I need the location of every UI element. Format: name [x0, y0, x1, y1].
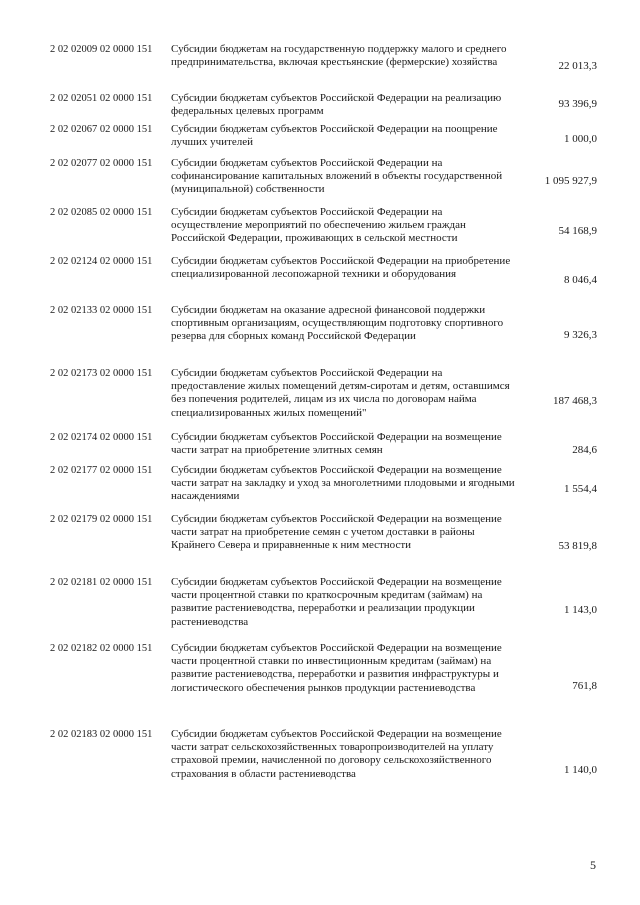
row-amount: 53 819,8: [558, 540, 597, 552]
page-number: 5: [590, 858, 596, 872]
budget-code: 2 02 02077 02 0000 151: [50, 158, 153, 169]
row-description: Субсидии бюджетам субъектов Российской Федерации на возмещение части затрат на приобретение семян с учетом доставки в районы Крайнего Севера и приравненные к ним местности: [171, 513, 502, 552]
row-amount: 1 095 927,9: [544, 175, 597, 187]
row-amount: 284,6: [572, 444, 597, 456]
row-description: Субсидии бюджетам на оказание адресной финансовой поддержки спортивным организациям, осуществляющим подготовку спортивного резерва для сборных команд Российской Федерации: [171, 304, 504, 343]
row-amount: 1 000,0: [564, 133, 597, 145]
row-description: Субсидии бюджетам субъектов Российской Федерации на возмещение части затрат сельскохозяйственных товаропроизводителей на уплату страховой премии, начисленной по договору сельскохозяйственного страхования в области растениеводства: [171, 728, 502, 780]
budget-code: 2 02 02124 02 0000 151: [50, 256, 153, 267]
row-amount: 1 143,0: [564, 604, 597, 616]
row-amount: 8 046,4: [564, 274, 597, 286]
row-description: Субсидии бюджетам субъектов Российской Федерации на приобретение специализированной лесопожарной техники и оборудования: [171, 255, 511, 281]
row-amount: 1 140,0: [564, 764, 597, 776]
row-description: Субсидии бюджетам субъектов Российской Федерации на поощрение лучших учителей: [171, 123, 498, 149]
row-description: Субсидии бюджетам субъектов Российской Федерации на осуществление мероприятий по обеспечению жильем граждан Российской Федерации, проживающих в сельской местности: [171, 206, 466, 245]
budget-code: 2 02 02174 02 0000 151: [50, 432, 153, 443]
budget-code: 2 02 02133 02 0000 151: [50, 305, 153, 316]
budget-code: 2 02 02173 02 0000 151: [50, 368, 153, 379]
row-amount: 761,8: [572, 680, 597, 692]
row-amount: 1 554,4: [564, 483, 597, 495]
budget-code: 2 02 02009 02 0000 151: [50, 44, 153, 55]
budget-code: 2 02 02177 02 0000 151: [50, 465, 153, 476]
budget-code: 2 02 02181 02 0000 151: [50, 577, 153, 588]
row-description: Субсидии бюджетам субъектов Российской Федерации на возмещение части процентной ставки по инвестиционным кредитам (займам) на развитие растениеводства, переработки и развития инфраструктуры и логистического обеспечения рынков продукции растениеводства: [171, 642, 502, 694]
row-description: Субсидии бюджетам субъектов Российской Федерации на возмещение части затрат на закладку и уход за многолетними плодовыми и ягодными насаждениями: [171, 464, 515, 503]
budget-code: 2 02 02051 02 0000 151: [50, 93, 153, 104]
budget-code: 2 02 02067 02 0000 151: [50, 124, 153, 135]
row-description: Субсидии бюджетам субъектов Российской Федерации на возмещение части процентной ставки по краткосрочным кредитам (займам) на развитие растениеводства, переработки и реализации продукции растениеводства: [171, 576, 502, 628]
row-amount: 9 326,3: [564, 329, 597, 341]
row-description: Субсидии бюджетам на государственную поддержку малого и среднего предпринимательства, включая крестьянские (фермерские) хозяйства: [171, 43, 507, 69]
row-amount: 54 168,9: [558, 225, 597, 237]
budget-code: 2 02 02085 02 0000 151: [50, 207, 153, 218]
row-amount: 93 396,9: [558, 98, 597, 110]
row-amount: 187 468,3: [553, 395, 597, 407]
budget-code: 2 02 02179 02 0000 151: [50, 514, 153, 525]
row-description: Субсидии бюджетам субъектов Российской Федерации на софинансирование капитальных вложений в объекты государственной (муниципальной) собственности: [171, 157, 503, 196]
row-amount: 22 013,3: [558, 60, 597, 72]
row-description: Субсидии бюджетам субъектов Российской Федерации на предоставление жилых помещений детям-сиротам и детям, оставшимся без попечения родителей, лицам из их числа по договорам найма специализированных жилых помещений": [171, 367, 510, 419]
row-description: Субсидии бюджетам субъектов Российской Федерации на реализацию федеральных целевых программ: [171, 92, 502, 118]
budget-code: 2 02 02183 02 0000 151: [50, 729, 153, 740]
budget-code: 2 02 02182 02 0000 151: [50, 643, 153, 654]
row-description: Субсидии бюджетам субъектов Российской Федерации на возмещение части затрат на приобретение элитных семян: [171, 431, 502, 457]
